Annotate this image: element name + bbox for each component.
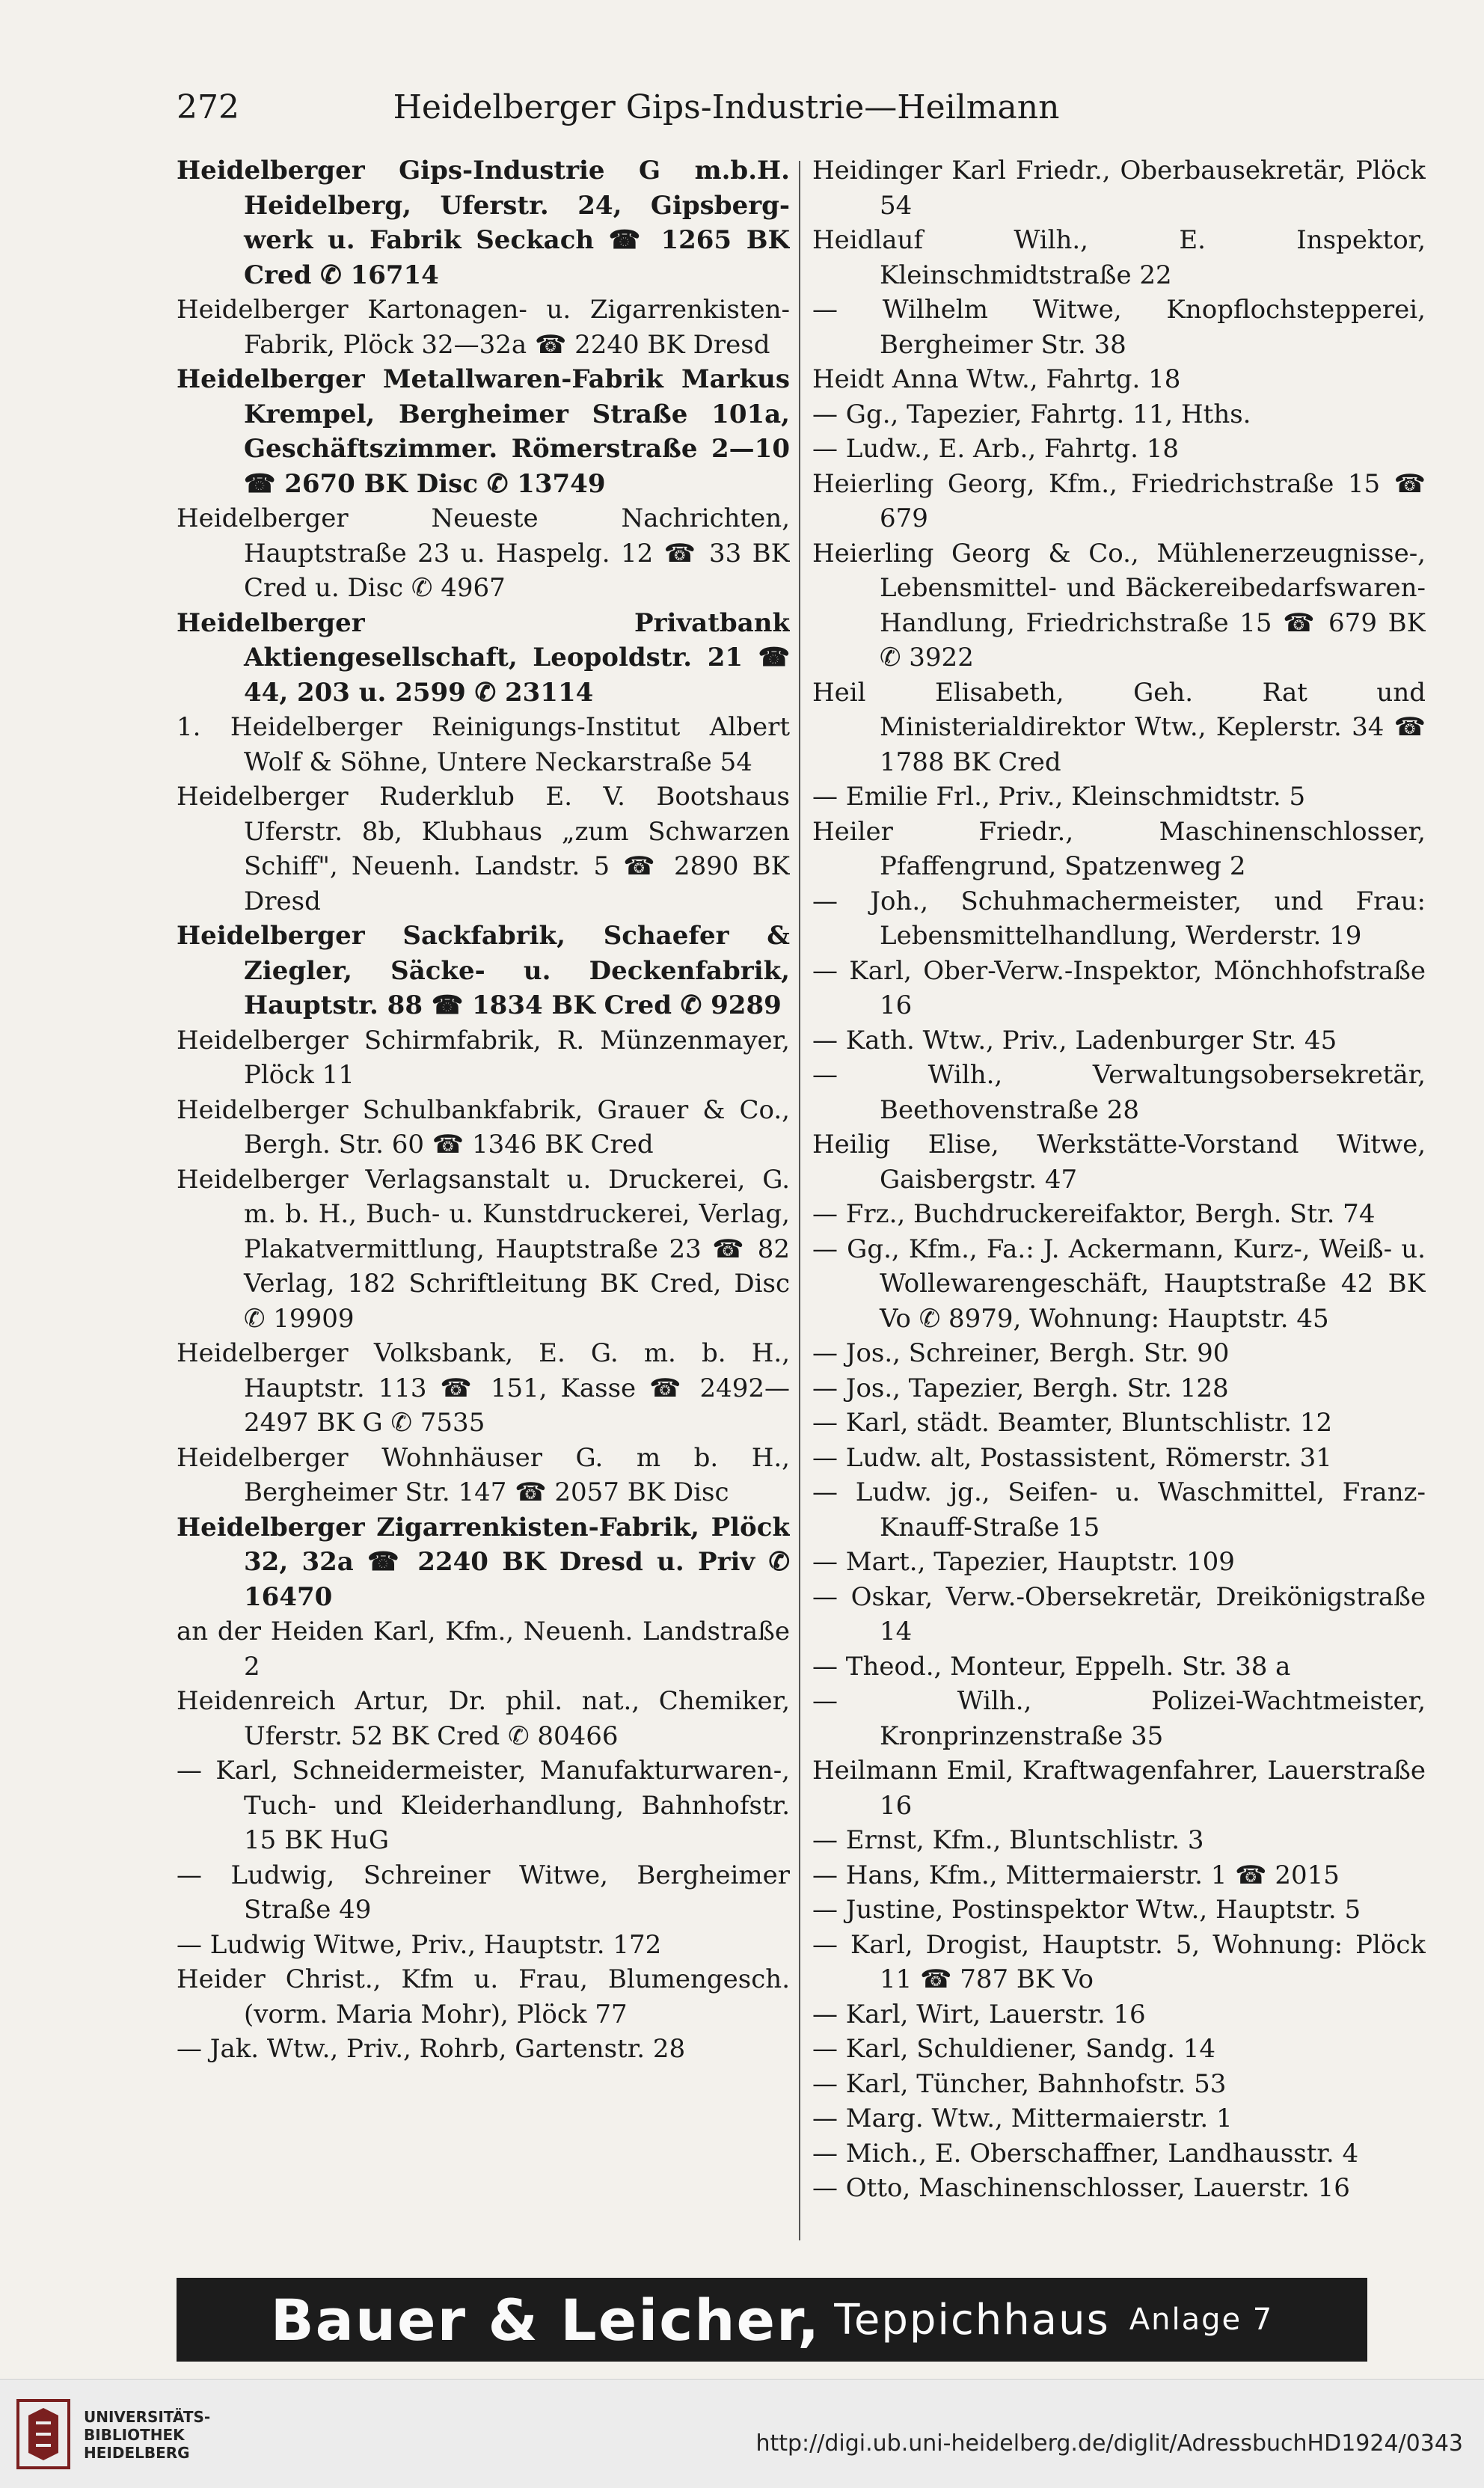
directory-entry: Heiler Friedr., Maschinenschlosser, Pfaffengrund, Spatzenweg 2 (812, 816, 1426, 881)
directory-entry: Heilig Elise, Werkstätte-Vorstand Witwe, Gaisbergstr. 47 (812, 1130, 1426, 1195)
directory-entry: — Ernst, Kfm., Bluntschlistr. 3 (812, 1825, 1204, 1855)
directory-entry: Heidenreich Artur, Dr. phil. nat., Chemiker, Uferstr. 52 BK Cred ✆ 80466 (177, 1686, 790, 1751)
left-column (177, 153, 790, 2248)
page-number: 272 (177, 88, 239, 126)
directory-entry: — Wilh., Polizei-Wachtmeister, Kronprinzenstraße 35 (812, 1686, 1426, 1751)
directory-entry: Heidinger Karl Friedr., Oberbausekretär, Plöck 54 (812, 156, 1426, 221)
directory-entry: an der Heiden Karl, Kfm., Neuenh. Landstraße 2 (177, 1617, 790, 1682)
directory-entry: Heider Christ., Kfm u. Frau, Blumengesch. (vorm. Maria Mohr), Plöck 77 (177, 1964, 790, 2029)
directory-entry: — Mich., E. Oberschaffner, Landhausstr. 4 (812, 2138, 1359, 2169)
directory-entry: — Karl, Schuldiener, Sandg. 14 (812, 2034, 1216, 2064)
directory-entry: — Jak. Wtw., Priv., Rohrb, Gartenstr. 28 (177, 2034, 686, 2064)
directory-entry: Heidelberger Verlagsanstalt u. Druckerei, G. m. b. H., Buch- u. Kunstdruckerei, Verlag, Plakatvermittlung, Hauptstraße 23 ☎ 82 Verlag, 182 Schriftleitung BK Cred, Disc ✆ 19909 (177, 1164, 790, 1334)
directory-entry: — Ludw., E. Arb., Fahrtg. 18 (812, 434, 1179, 464)
directory-entry: — Karl, Wirt, Lauerstr. 16 (812, 1999, 1146, 2029)
directory-entry: — Kath. Wtw., Priv., Ladenburger Str. 45 (812, 1025, 1337, 1055)
directory-entry: — Joh., Schuhmachermeister, und Frau: Lebensmittelhandlung, Werderstr. 19 (812, 886, 1426, 951)
page-header (177, 88, 1276, 141)
directory-entry: Heidelberger Metallwaren-Fabrik Markus Krempel, Bergheimer Straße 101a, Geschäftszimmer. Römerstraße 2—10 ☎ 2670 BK Disc ✆ 13749 (177, 364, 790, 499)
directory-entry: Heidlauf Wilh., E. Inspektor, Kleinschmidtstraße 22 (812, 225, 1426, 290)
directory-entry: Heidelberger Sackfabrik, Schaefer & Ziegler, Säcke- u. Deckenfabrik, Hauptstr. 88 ☎ 1834 BK Cred ✆ 9289 (177, 921, 790, 1020)
library-name-line: UNIVERSITÄTS- (84, 2408, 211, 2426)
directory-entry: — Marg. Wtw., Mittermaierstr. 1 (812, 2104, 1233, 2133)
right-column (812, 153, 1426, 2248)
directory-entry: Heilmann Emil, Kraftwagenfahrer, Lauerstraße 16 (812, 1756, 1426, 1821)
directory-entry: — Justine, Postinspektor Wtw., Hauptstr. 5 (812, 1895, 1361, 1925)
footer-bar (0, 2379, 1484, 2488)
directory-entry: 1. Heidelberger Reinigungs-Institut Albert Wolf & Söhne, Untere Neckarstraße 54 (177, 712, 790, 777)
directory-entry: Heidelberger Kartonagen- u. Zigarrenkisten-Fabrik, Plöck 32—32a ☎ 2240 BK Dresd (177, 295, 790, 360)
source-url-link[interactable]: http://digi.ub.uni-heidelberg.de/diglit/AdressbuchHD1924/0343 (755, 2430, 1463, 2457)
directory-entry: Heidelberger Neueste Nachrichten, Hauptstraße 23 u. Haspelg. 12 ☎ 33 BK Cred u. Disc ✆ 4967 (177, 503, 790, 603)
directory-entry: — Wilhelm Witwe, Knopflochstepperei, Bergheimer Str. 38 (812, 295, 1426, 360)
directory-entry: — Oskar, Verw.-Obersekretär, Dreikönigstraße 14 (812, 1581, 1426, 1646)
directory-entry: — Karl, Ober-Verw.-Inspektor, Mönchhofstraße 16 (812, 955, 1426, 1020)
directory-entry: Heidelberger Schulbankfabrik, Grauer & Co., Bergh. Str. 60 ☎ 1346 BK Cred (177, 1094, 790, 1159)
directory-entry: Heierling Georg & Co., Mühlenerzeugnisse-, Lebensmittel- und Bäckereibedarfswaren-Handlung, Friedrichstraße 15 ☎ 679 BK ✆ 3922 (812, 538, 1426, 672)
directory-entry: Heierling Georg, Kfm., Friedrichstraße 15 ☎ 679 (812, 468, 1426, 533)
directory-entry: — Jos., Tapezier, Bergh. Str. 128 (812, 1373, 1229, 1403)
directory-entry: Heidelberger Privatbank Aktiengesellschaft, Leopoldstr. 21 ☎ 44, 203 u. 2599 ✆ 23114 (177, 607, 790, 708)
column-divider (799, 161, 800, 2240)
directory-entry: Heidelberger Gips-Industrie G m.b.H. Heidelberg, Uferstr. 24, Gipsberg-werk u. Fabrik Seckach ☎ 1265 BK Cred ✆ 16714 (177, 156, 790, 290)
library-name-line: BIBLIOTHEK (84, 2426, 185, 2444)
directory-entry: — Theod., Monteur, Eppelh. Str. 38 a (812, 1651, 1291, 1682)
advertisement-main: Bauer & Leicher, (270, 2286, 821, 2353)
directory-entry: — Gg., Tapezier, Fahrtg. 11, Hths. (812, 399, 1251, 429)
directory-entry: — Wilh., Verwaltungsobersekretär, Beethovenstraße 28 (812, 1060, 1426, 1125)
running-title: Heidelberger Gips-Industrie—Heilmann (393, 88, 1060, 126)
directory-entry: — Jos., Schreiner, Bergh. Str. 90 (812, 1338, 1230, 1368)
directory-entry: — Hans, Kfm., Mittermaierstr. 1 ☎ 2015 (812, 1860, 1340, 1890)
directory-entry: — Mart., Tapezier, Hauptstr. 109 (812, 1547, 1235, 1577)
directory-entry: — Frz., Buchdruckereifaktor, Bergh. Str. 74 (812, 1199, 1376, 1229)
library-logo-icon (13, 2393, 73, 2475)
directory-entry: Heidt Anna Wtw., Fahrtg. 18 (812, 364, 1181, 394)
directory-entry: Heidelberger Schirmfabrik, R. Münzenmayer, Plöck 11 (177, 1025, 790, 1090)
directory-entry: Heidelberger Volksbank, E. G. m. b. H., Hauptstr. 113 ☎ 151, Kasse ☎ 2492—2497 BK G ✆ 7535 (177, 1338, 790, 1438)
directory-entry: — Emilie Frl., Priv., Kleinschmidtstr. 5 (812, 782, 1306, 812)
advertisement-sub: Teppichhaus (834, 2295, 1110, 2344)
directory-entry: — Ludwig Witwe, Priv., Hauptstr. 172 (177, 1929, 662, 1960)
directory-entry: — Karl, Tüncher, Bahnhofstr. 53 (812, 2068, 1227, 2099)
library-name (84, 2408, 210, 2462)
directory-entry: Heil Elisabeth, Geh. Rat und Ministerialdirektor Wtw., Keplerstr. 34 ☎ 1788 BK Cred (812, 677, 1426, 777)
directory-entry: — Karl, städt. Beamter, Bluntschlistr. 12 (812, 1408, 1333, 1438)
advertisement-banner (177, 2278, 1367, 2362)
directory-entry: — Karl, Drogist, Hauptstr. 5, Wohnung: Plöck 11 ☎ 787 BK Vo (812, 1929, 1426, 1994)
directory-entry: — Ludw. jg., Seifen- u. Waschmittel, Franz-Knauff-Straße 15 (812, 1477, 1426, 1542)
directory-entry: — Ludwig, Schreiner Witwe, Bergheimer Straße 49 (177, 1860, 790, 1925)
directory-entry: Heidelberger Wohnhäuser G. m b. H., Bergheimer Str. 147 ☎ 2057 BK Disc (177, 1442, 790, 1507)
directory-entry: Heidelberger Ruderklub E. V. Bootshaus Uferstr. 8b, Klubhaus „zum Schwarzen Schiff", Neuenh. Landstr. 5 ☎ 2890 BK Dresd (177, 782, 790, 916)
advertisement-annex: Anlage 7 (1129, 2302, 1274, 2337)
directory-entry: Heidelberger Zigarrenkisten-Fabrik, Plöck 32, 32a ☎ 2240 BK Dresd u. Priv ✆ 16470 (177, 1512, 790, 1612)
library-name-line: HEIDELBERG (84, 2444, 190, 2462)
directory-entry: — Gg., Kfm., Fa.: J. Ackermann, Kurz-, Weiß- u. Wollewarengeschäft, Hauptstraße 42 BK Vo ✆ 8979, Wohnung: Hauptstr. 45 (812, 1234, 1426, 1334)
directory-entry: — Ludw. alt, Postassistent, Römerstr. 31 (812, 1442, 1332, 1473)
directory-entry: — Karl, Schneidermeister, Manufakturwaren-, Tuch- und Kleiderhandlung, Bahnhofstr. 15 BK HuG (177, 1756, 790, 1855)
directory-entry: — Otto, Maschinenschlosser, Lauerstr. 16 (812, 2173, 1350, 2203)
